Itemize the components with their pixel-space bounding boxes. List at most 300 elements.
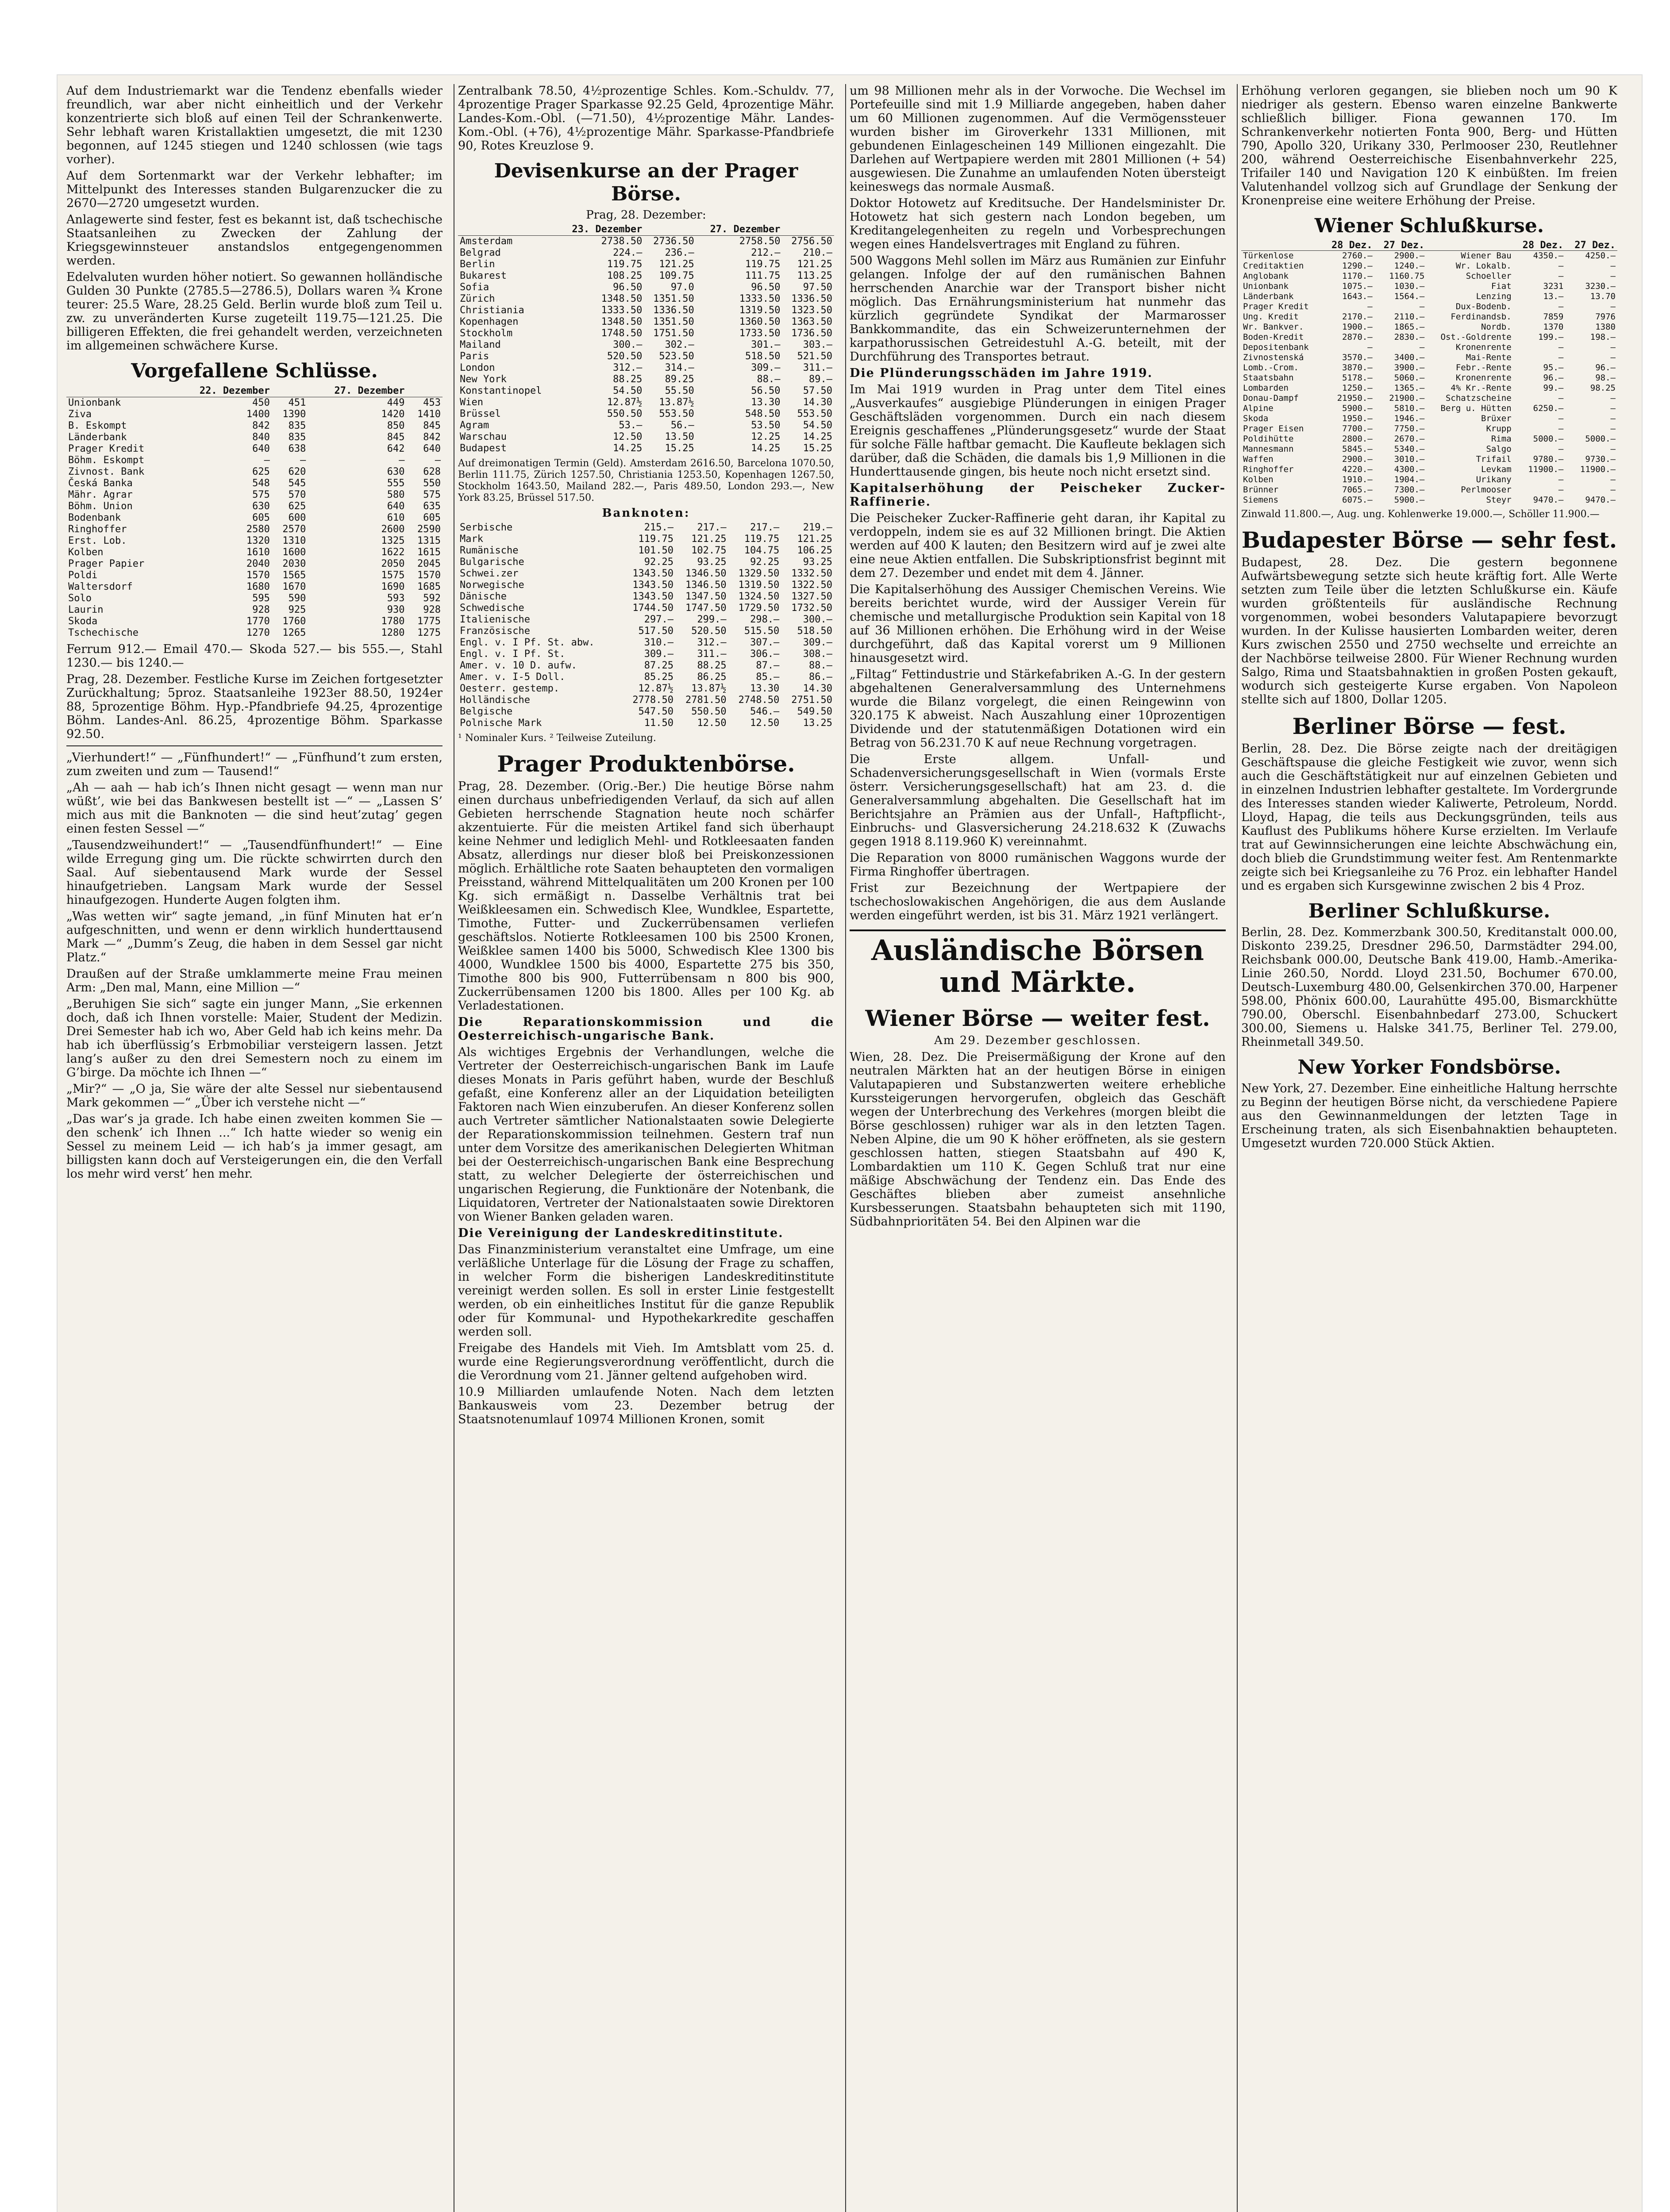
price-cell: 1910.— — [1342, 475, 1373, 484]
footnote: ¹ Nominaler Kurs. ² Teilweise Zuteilung. — [458, 733, 656, 744]
price-cell: 108.25 — [607, 270, 643, 281]
table-row — [1241, 485, 1617, 495]
price-cell: 119.75 — [638, 534, 674, 545]
price-cell: 88.— — [809, 660, 832, 671]
article-paragraph: Zinwald 11.800.—, Aug. ung. Kohlenwerke 19.000.—, Schöller 11.900.— — [1241, 509, 1600, 520]
table-column-header: 28 Dez. — [1513, 240, 1566, 251]
price-cell: 605 — [423, 512, 441, 523]
price-cell: 1343.50 — [632, 580, 674, 591]
table-row — [458, 603, 834, 614]
price-cell: 555 — [387, 478, 405, 489]
price-cell: 928 — [423, 604, 441, 615]
price-cell: 14.30 — [803, 397, 832, 408]
row-label: Böhm. Union — [68, 501, 133, 512]
price-cell: Krupp — [1486, 424, 1512, 434]
row-label: Warschau — [460, 431, 507, 442]
price-cell: 1736.50 — [791, 328, 832, 339]
price-cell: — — [1558, 261, 1564, 271]
price-cell: 3570.— — [1342, 353, 1373, 362]
price-cell: 98.— — [1595, 373, 1616, 383]
article-paragraph: Die Kapitalserhöhung des Aussiger Chemischen Vereins. Wie bereits berichtet wurde, wird der Aussiger Verein für chemische und metallurgische Produktion sein Kapital von 18 auf 36 Millionen erhöhen. Die Erhöhung wird in der Weise durchgeführt, daß das Kapital vorerst um 9 Millionen hinausgesetzt wird. — [850, 583, 1226, 665]
row-label: Engl. v. I Pf. St. — [460, 649, 566, 660]
price-cell: Brüxer — [1481, 414, 1512, 423]
row-label: Creditaktien — [1243, 261, 1304, 271]
price-cell: 1075.— — [1342, 281, 1373, 291]
price-cell: 1600 — [282, 547, 306, 558]
price-cell: 2738.50 — [601, 236, 643, 247]
price-cell: 1333.50 — [739, 293, 781, 304]
price-cell: 88.— — [757, 374, 781, 385]
price-cell: 3010.— — [1394, 454, 1425, 464]
price-cell: 2870.— — [1342, 332, 1373, 342]
price-cell: 521.50 — [797, 351, 832, 362]
row-label: Ringhoffer — [1243, 465, 1294, 474]
row-label: Paris — [460, 351, 489, 362]
table-row — [1241, 281, 1617, 292]
article-paragraph: Erhöhung verloren gegangen, sie blieben noch um 90 K niedriger als gestern. Ebenso waren einzelne Bankwerte schließlich billiger. Fiona gewannen 170. Im Schrankenverkehr notierten Fonta 900, Berg- und Hütten 790, Apollo 320, Urikany 330, Perlmooser 230, Reutlehner 200, während Oesterreichische Eisenbahnverkehr 225, Trifailer 140 und Navigation 120 K einbüßten. Im freien Valutenhandel vollzog sich auf Grundlage der Senkung der Kronenpreise eine weitere Erhöhung der Preise. — [1241, 84, 1617, 207]
price-cell: 1643.— — [1342, 292, 1373, 301]
price-cell: 55.50 — [665, 385, 694, 396]
price-cell: 92.25 — [644, 557, 674, 568]
table-row — [1241, 424, 1617, 434]
price-cell: 53.50 — [751, 420, 781, 431]
price-cell: 14.25 — [613, 443, 643, 454]
price-cell: 550 — [423, 478, 441, 489]
price-cell: 2748.50 — [738, 695, 780, 706]
price-cell: 515.50 — [744, 626, 780, 637]
row-label: London — [460, 362, 495, 373]
price-cell: 1351.50 — [653, 316, 694, 327]
table-subheading: Banknoten: — [602, 507, 690, 520]
price-cell: 1347.50 — [685, 591, 727, 602]
table-row — [458, 236, 834, 248]
price-cell: 1275 — [417, 627, 441, 638]
feuilleton-paragraph: „Vierhundert!“ — „Fünfhundert!“ — „Fünfhund’t zum ersten, zum zweiten und zum — Tausend!“ — [66, 751, 443, 778]
price-cell: 2751.50 — [791, 695, 832, 706]
table-row — [458, 660, 834, 672]
price-cell: 96.— — [1595, 363, 1616, 373]
price-cell: 121.25 — [659, 259, 694, 270]
price-cell: 9470.— — [1533, 495, 1564, 505]
section-heading: Ausländische Börsen und Märkte. — [850, 929, 1226, 998]
price-cell: 308.— — [803, 649, 832, 660]
price-cell: 600 — [288, 512, 306, 523]
price-cell: 1732.50 — [791, 603, 832, 614]
column-2 — [458, 84, 834, 2212]
table-row — [1241, 393, 1617, 403]
price-cell: 850 — [387, 420, 405, 431]
table-row — [66, 627, 443, 639]
price-cell: 518.50 — [745, 351, 781, 362]
price-cell: 1900.— — [1342, 322, 1373, 332]
price-cell: 217.— — [697, 522, 727, 533]
price-cell: 13.— — [1543, 292, 1564, 301]
row-label: Donau-Dampf — [1243, 393, 1299, 403]
row-label: Erst. Lob. — [68, 535, 127, 546]
price-cell: 1323.50 — [791, 305, 832, 316]
table-row — [458, 316, 834, 328]
price-cell: 300.— — [613, 339, 643, 350]
section-heading: New Yorker Fondsbörse. — [1297, 1056, 1561, 1079]
price-cell: 630 — [252, 501, 270, 512]
table-row — [1241, 342, 1617, 353]
price-cell: Febr.-Rente — [1455, 363, 1512, 373]
price-cell: Trifail — [1476, 454, 1512, 464]
table-row — [458, 683, 834, 695]
price-cell: 1622 — [381, 547, 405, 558]
table-row — [66, 420, 443, 432]
section-heading: Vorgefallene Schlüsse. — [131, 360, 378, 382]
price-cell: 1346.50 — [685, 580, 727, 591]
row-label: Französische — [460, 626, 530, 637]
price-cell: 1564.— — [1394, 292, 1425, 301]
price-cell: 1360.50 — [739, 316, 781, 327]
price-cell: 7859 — [1543, 312, 1564, 322]
price-cell: 13.87½ — [691, 683, 727, 694]
price-cell: 89.25 — [665, 374, 694, 385]
price-cell: 1670 — [282, 581, 306, 592]
price-cell: 2045 — [417, 558, 441, 569]
price-cell: 13.30 — [751, 397, 781, 408]
price-cell: 2590 — [417, 524, 441, 535]
price-cell: 1370 — [1543, 322, 1564, 332]
table-column-header — [458, 224, 558, 236]
price-cell: 11.50 — [644, 718, 674, 729]
row-label: Amer. v. I-5 Doll. — [460, 672, 566, 683]
row-label: Lomb.-Crom. — [1243, 363, 1299, 373]
price-cell: 96.50 — [613, 282, 643, 293]
price-cell: 3400.— — [1394, 353, 1425, 362]
price-cell: 299.— — [697, 614, 727, 625]
price-cell: 12.87½ — [638, 683, 674, 694]
row-label: Prager Kredit — [68, 443, 145, 454]
price-cell: 12.50 — [750, 718, 780, 729]
price-cell: 236.— — [665, 247, 694, 258]
price-cell: 1570 — [246, 570, 270, 581]
price-cell: Nordb. — [1481, 322, 1512, 332]
row-label: Skoda — [1243, 414, 1269, 423]
table-row — [458, 522, 834, 534]
row-label: Tschechische — [68, 627, 139, 638]
price-cell: 198.— — [1590, 332, 1616, 342]
price-cell: 113.25 — [797, 270, 832, 281]
price-cell: 1319.50 — [739, 305, 781, 316]
price-cell: 6075.— — [1342, 495, 1373, 505]
table-row — [1241, 322, 1617, 332]
row-label: Belgrad — [460, 247, 501, 258]
closing-prices-table — [66, 385, 443, 639]
price-cell: 1410 — [417, 409, 441, 420]
row-label: Poldi — [68, 570, 98, 581]
table-row — [66, 409, 443, 420]
table-row — [1241, 414, 1617, 424]
price-cell: — — [1419, 342, 1425, 352]
price-cell: 312.— — [697, 637, 727, 648]
row-label: Brüssel — [460, 408, 501, 419]
price-cell: 9780.— — [1533, 454, 1564, 464]
row-label: Kolben — [68, 547, 104, 558]
price-cell: 842 — [252, 420, 270, 431]
table-column-header — [1241, 240, 1322, 251]
article-paragraph: Die Peischeker Zucker-Raffinerie geht daran, ihr Kapital zu verdoppeln, indem sie es auf 32 Millionen bringt. Die Aktien werden auf 400 K lauten; den Besitzern wird auf je zwei alte eine neue Aktien entfallen. Die Subskriptionsfrist beginnt mit dem 27. Dezember und endet mit dem 4. Jänner. — [850, 511, 1226, 580]
row-label: Christiania — [460, 305, 524, 316]
table-row — [66, 547, 443, 558]
price-cell: Lenzing — [1476, 292, 1512, 301]
row-label: Böhm. Eskompt — [68, 455, 145, 466]
price-cell: 12.50 — [697, 718, 727, 729]
table-row — [458, 282, 834, 293]
row-label: Budapest — [460, 443, 507, 454]
article-paragraph: um 98 Millionen mehr als in der Vorwoche. Die Wechsel im Portefeuille sind mit 1.9 Milliarde angegeben, haben daher um 60 Millionen zugenommen. Auf die Vermögenssteuer wurden bisher im Giroverkehr 1331 Millionen, mit gebundenen Einlagescheinen 149 Millionen eingezahlt. Die Darlehen auf Wertpapiere werden mit 2801 Millionen (+ 54) ausgewiesen. Die Zunahme an umlaufenden Noten übersteigt keineswegs das normale Ausmaß. — [850, 84, 1226, 194]
price-cell: — — [300, 455, 306, 466]
price-cell: 121.25 — [797, 534, 832, 545]
price-cell: Urikany — [1476, 475, 1512, 484]
price-cell: 1290.— — [1342, 261, 1373, 271]
price-cell: Schoeller — [1466, 271, 1512, 281]
table-row — [458, 374, 834, 385]
price-cell: 2778.50 — [632, 695, 674, 706]
price-cell: 1946.— — [1394, 414, 1425, 423]
row-label: Holländische — [460, 695, 530, 706]
price-cell: 119.75 — [744, 534, 780, 545]
price-cell: 219.— — [803, 522, 832, 533]
price-cell: 2781.50 — [685, 695, 727, 706]
table-row — [66, 443, 443, 455]
row-label: New York — [460, 374, 507, 385]
price-cell: 54.50 — [613, 385, 643, 396]
price-cell: 550.50 — [607, 408, 643, 419]
price-cell: 1315 — [417, 535, 441, 546]
row-label: Poldihütte — [1243, 434, 1294, 444]
article-headline: Kapitalserhöhung der Peischeker Zucker-Raffinerie. — [850, 481, 1226, 509]
article-paragraph: Anlagewerte sind fester, fest es bekannt ist, daß tschechische Staatsanleihen zu Zwecken der Zahlung der Kriegsgewinnsteuer anstandslos entgegengenommen werden. — [66, 213, 443, 268]
price-cell: Dux-Bodenb. — [1455, 302, 1512, 311]
table-row — [458, 293, 834, 305]
price-cell: — — [1558, 393, 1564, 403]
price-cell: 92.25 — [750, 557, 780, 568]
table-row — [458, 580, 834, 591]
row-label: Polnische Mark — [460, 718, 542, 729]
price-cell: 2600 — [381, 524, 405, 535]
price-cell: 548.50 — [745, 408, 781, 419]
price-cell: 7300.— — [1394, 485, 1425, 495]
row-label: Schwei.zer — [460, 568, 519, 579]
price-cell: 575 — [252, 489, 270, 500]
row-label: Wr. Bankver. — [1243, 322, 1304, 332]
table-row — [458, 259, 834, 270]
article-paragraph: 500 Waggons Mehl sollen im März aus Rumänien zur Einfuhr gelangen. Infolge der auf den rumänischen Bahnen herrschenden Anarchie war der Transport bisher nicht möglich. Das Ernährungsministerium hat nunmehr das kürzlich gegründete Syndikat der Marmarosser Bankkommandite, das ein Schweizerunternehmen der karpathorussischen Getreidestuhl A.-G. beteilt, mit der Durchführung des Transportes betraut. — [850, 254, 1226, 364]
price-cell: Perlmooser — [1461, 485, 1512, 495]
price-cell: 620 — [288, 466, 306, 477]
price-cell: 101.50 — [638, 545, 674, 556]
price-cell: 1325 — [381, 535, 405, 546]
price-cell: — — [1558, 271, 1564, 281]
price-cell: — — [435, 455, 441, 466]
price-cell: 1265 — [282, 627, 306, 638]
price-cell: 87.25 — [644, 660, 674, 671]
section-heading: Berliner Schlußkurse. — [1308, 900, 1551, 922]
row-label: Engl. v. I Pf. St. abw. — [460, 637, 595, 648]
price-cell: — — [1610, 414, 1616, 423]
table-row — [458, 385, 834, 397]
price-cell: 121.25 — [691, 534, 727, 545]
row-label: Depositenbank — [1243, 342, 1309, 352]
price-cell: — — [1367, 302, 1373, 311]
price-cell: 1565 — [282, 570, 306, 581]
price-cell: — — [1610, 485, 1616, 495]
price-cell: Ost.-Goldrente — [1440, 332, 1512, 342]
dateline: Prag, 28. Dezember: — [586, 208, 706, 222]
row-label: Laurin — [68, 604, 104, 615]
feuilleton-paragraph: „Tausendzweihundert!“ — „Tausendfünfhundert!“ — Eine wilde Erregung ging um. Die rückte schwirrten durch den Saal. Auf siebentausend Mark wurde der Sessel hinaufgetrieben. Langsam Mark wurde der Sessel hinaufgezogen. Hunderte Augen folgten ihm. — [66, 838, 443, 907]
article-paragraph: New York, 27. Dezember. Eine einheitliche Haltung herrschte zu Beginn der heutigen Börse nicht, da verschiedene Papiere aus den Gewinnanmeldungen der letzten Tage in Erscheinung traten, als sich Eisenbahnaktien behaupteten. Umgesetzt wurden 720.000 Stück Aktien. — [1241, 1082, 1617, 1150]
row-label: Bulgarische — [460, 557, 524, 568]
price-cell: 2760.— — [1342, 251, 1373, 261]
row-label: Amsterdam — [460, 236, 513, 247]
row-label: Skoda — [68, 616, 98, 627]
price-cell: 1904.— — [1394, 475, 1425, 484]
price-cell: 548 — [252, 478, 270, 489]
price-cell: 640 — [387, 501, 405, 512]
table-column-header: 27 Dez. — [1565, 240, 1617, 251]
row-label: Mannesmann — [1243, 444, 1294, 454]
price-cell: 2030 — [282, 558, 306, 569]
price-cell: 523.50 — [659, 351, 694, 362]
price-cell: Wr. Lokalb. — [1455, 261, 1512, 271]
price-cell: 1030.— — [1394, 281, 1425, 291]
price-cell: 303.— — [803, 339, 832, 350]
price-cell: 14.25 — [751, 443, 781, 454]
price-cell: 1160.75 — [1389, 271, 1425, 281]
price-cell: 520.50 — [607, 351, 643, 362]
row-label: Lombarden — [1243, 383, 1289, 393]
article-paragraph: Prag, 28. Dezember. Festliche Kurse im Zeichen fortgesetzter Zurückhaltung; 5proz. Staatsanleihe 1923er 88.50, 1924er 88, 5prozentige Böhm. Hyp.-Pfandbriefe 94.25, 4prozentige Böhm. Landes-Anl. 86.25, 4prozentige Böhm. Sparkasse 92.50. — [66, 672, 443, 741]
price-cell: 4220.— — [1342, 465, 1373, 474]
section-heading: Budapester Börse — sehr fest. — [1241, 527, 1617, 553]
table-row — [458, 534, 834, 545]
price-cell: 1365.— — [1394, 383, 1425, 393]
row-label: Mähr. Agrar — [68, 489, 133, 500]
price-cell: 1744.50 — [632, 603, 674, 614]
price-cell: 1333.50 — [601, 305, 643, 316]
price-cell: 2580 — [246, 524, 270, 535]
table-row — [1241, 383, 1617, 393]
table-row — [1241, 261, 1617, 271]
price-cell: 121.25 — [797, 259, 832, 270]
price-cell: — — [1610, 353, 1616, 362]
row-label: Prager Papier — [68, 558, 145, 569]
price-cell: 5060.— — [1394, 373, 1425, 383]
table-column-header — [1426, 240, 1513, 251]
price-cell: 5000.— — [1585, 434, 1616, 444]
price-cell: 88.25 — [613, 374, 643, 385]
price-cell: 306.— — [750, 649, 780, 660]
table-column-header: 27 Dez. — [1374, 240, 1427, 251]
table-row — [66, 432, 443, 443]
price-cell: 1733.50 — [739, 328, 781, 339]
row-label: Siemens — [1243, 495, 1279, 505]
price-cell: 13.25 — [803, 718, 832, 729]
article-headline: Die Plünderungsschäden im Jahre 1919. — [850, 366, 1153, 380]
article-paragraph: Frist zur Bezeichnung der Wertpapiere der tschechoslowakischen Angehörigen, die aus dem Auslande werden eingeführt werden, ist bis 31. März 1921 verlängert. — [850, 881, 1226, 922]
table-row — [458, 672, 834, 683]
article-paragraph: Freigabe des Handels mit Vieh. Im Amtsblatt vom 25. d. wurde eine Regierungsverordnung veröffentlicht, durch die die Verordnung vom 21. Jänner geltend aufgehoben wird. — [458, 1341, 834, 1382]
banknotes-table — [458, 522, 834, 729]
price-cell: 13.50 — [665, 431, 694, 442]
price-cell: 111.75 — [745, 270, 781, 281]
price-cell: 86.— — [809, 672, 832, 683]
price-cell: 97.50 — [803, 282, 832, 293]
table-row — [1241, 434, 1617, 444]
price-cell: 550.50 — [691, 706, 727, 717]
row-label: Zivnost. Bank — [68, 466, 145, 477]
price-cell: 1575 — [381, 570, 405, 581]
price-cell: 6250.— — [1533, 403, 1564, 413]
row-label: Konstantinopel — [460, 385, 542, 396]
price-cell: — — [1419, 302, 1425, 311]
price-cell: 928 — [252, 604, 270, 615]
table-row — [66, 524, 443, 535]
table-column-header: 22. Dezember — [173, 385, 272, 397]
row-label: Stockholm — [460, 328, 513, 339]
row-label: Berlin — [460, 259, 495, 270]
price-cell: 1343.50 — [632, 591, 674, 602]
price-cell: 1327.50 — [791, 591, 832, 602]
price-cell: 5900.— — [1342, 403, 1373, 413]
feuilleton-paragraph: „Was wetten wir“ sagte jemand, „in fünf Minuten hat er’n aufgeschnitten, und wenn er denn wirklich hunderttausend Mark —“ „Dumm’s Zeug, die haben in dem Sessel gar nicht Platz.“ — [66, 910, 443, 964]
article-paragraph: Doktor Hotowetz auf Kreditsuche. Der Handelsminister Dr. Hotowetz hat sich gestern nach London begeben, um Kreditangelegenheiten zu regeln und Vorbesprechungen wegen eines Handelsvertrages mit England zu führen. — [850, 196, 1226, 251]
price-cell: 309.— — [644, 649, 674, 660]
feuilleton-paragraph: „Ah — aah — hab ich’s Ihnen nicht gesagt — wenn man nur wüßt’, wie bei das Bankwesen bestellt ist —“ — „Lassen S’ mich aus mit die Banknoten — die sind heut’zutag’ gegen einen festen Sessel —“ — [66, 781, 443, 836]
price-cell: — — [1558, 302, 1564, 311]
price-cell: 453 — [423, 397, 441, 408]
price-cell: 835 — [288, 420, 306, 431]
price-cell: 545 — [288, 478, 306, 489]
price-cell: 1729.50 — [738, 603, 780, 614]
price-cell: 210.— — [803, 247, 832, 258]
article-paragraph: 10.9 Milliarden umlaufende Noten. Nach dem letzten Bankausweis vom 23. Dezember betrug der Staatsnotenumlauf 10974 Millionen Kronen, somit — [458, 1385, 834, 1426]
row-label: Rumänische — [460, 545, 519, 556]
price-cell: 3870.— — [1342, 363, 1373, 373]
row-label: Anglobank — [1243, 271, 1289, 281]
article-paragraph: Auf dreimonatigen Termin (Geld). Amsterdam 2616.50, Barcelona 1070.50, Berlin 111.75, Zürich 1257.50, Christiania 1253.50, Kopenhagen 1267.50, Stockholm 1643.50, Mailand 282.—, Paris 489.50, London 293.—, New York 83.25, Brüssel 517.50. — [458, 458, 834, 503]
price-cell: 1570 — [417, 570, 441, 581]
price-cell: 85.— — [756, 672, 780, 683]
table-column-header: 27. Dezember — [696, 224, 782, 236]
price-cell: 212.— — [751, 247, 781, 258]
price-cell: Levkam — [1481, 465, 1512, 474]
price-cell: 96.— — [1543, 373, 1564, 383]
price-cell: — — [1610, 393, 1616, 403]
row-label: Ringhoffer — [68, 524, 127, 535]
price-cell: 104.75 — [744, 545, 780, 556]
price-cell: 518.50 — [797, 626, 832, 637]
table-row — [458, 397, 834, 408]
price-cell: 109.75 — [659, 270, 694, 281]
price-cell: Rima — [1491, 434, 1512, 444]
table-row — [66, 593, 443, 604]
price-cell: 11900.— — [1528, 465, 1564, 474]
table-row — [1241, 495, 1617, 505]
price-cell: 640 — [252, 443, 270, 454]
price-cell: 2756.50 — [791, 236, 832, 247]
price-cell: 625 — [288, 501, 306, 512]
table-row — [66, 455, 443, 466]
price-cell: 520.50 — [691, 626, 727, 637]
price-cell: 842 — [423, 432, 441, 443]
row-label: Serbische — [460, 522, 513, 533]
table-row — [1241, 353, 1617, 363]
